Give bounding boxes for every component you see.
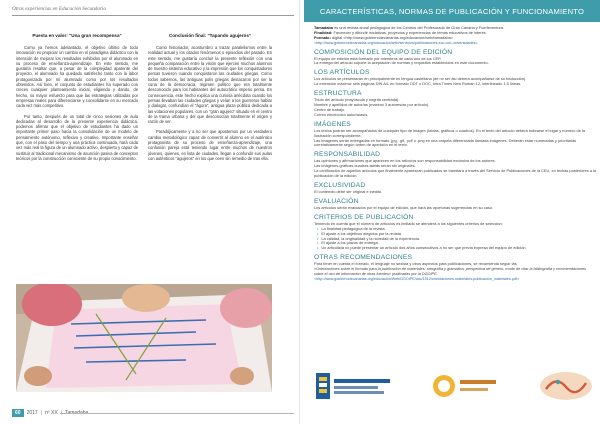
- criteria-intro: Teniendo en cuenta que el número de artículos es limitado se atenderá a los siguientes criterios de selección:: [314, 220, 503, 226]
- recommendation-line: Para tener en cuenta el formato, el lenguaje no sexista y otros aspectos para publicaciones, se recomienda seguir las: [314, 261, 517, 267]
- section-exclusivity: [314, 182, 596, 195]
- intro-line: Formato: digital <http://www.gobiernodecanarias.org/educacion/web/tamadaba>: [314, 34, 454, 40]
- paragraph: Como ya hemos adelantado, el objetivo último de todo innovación es propiciar un cambio en el paradigma didáctico con la intención de mejorar los resultados exhibidos por el alumnado en su proceso de enseñanza-aprendizaje. En este sentido, me gustaría resaltar que, a pesar de la complejidad aparente del proyecto, el alumnado ha quedado satisfecho tanto con la labor protagonizada por mí alumnado como por los resultados obtenidos. Así bien, el conjunto de estudiantes ha superado con creces cualquier planteamiento inicial, eligiendo y dando, de hecho, su mayor esfuerzo para que las estrategias utilizadas por empresas reales para diferenciarse y consolidarse en su mercado cada vez más competitivo.: [16, 45, 138, 109]
- folio-year: 2017: [26, 410, 38, 416]
- section-line: Título del artículo (mayúscula y negrita centrada).: [314, 97, 400, 103]
- section-line: Correo electrónico autor/a/as/s.: [314, 111, 369, 117]
- section-images: [314, 121, 596, 149]
- article-column-1: [16, 33, 138, 166]
- section-title: LOS ARTÍCULOS: [314, 69, 370, 77]
- intro-line: Tamadaba es una revista anual pedagógica de los Centros del Profesorado de Gran Canaria y Fuerteventura.: [314, 25, 505, 30]
- section-line: Las imágenes-gráficas-cuadros-tablas serán sin originales.: [314, 163, 416, 169]
- section-articles: [314, 69, 596, 87]
- list-item: • La calidad, la originalidad y la novedad de la experiencia.: [322, 237, 596, 242]
- footer-rule: [60, 413, 294, 414]
- recommendation-note: «Orientaciones sobre el formato para la publicación de materiales: ortografía y gramática, perspectiva de género, modo de citar la bibliografía y recomendaciones sobre el uso de información de otras fuentes» publicadas por la DGOIPE.: [314, 267, 587, 276]
- intro-link[interactable]: <http://www.gobiernodecanarias.org/educacion/web/servicios/publicaciones-ecc-con-universidades>: [314, 40, 478, 45]
- section-title: RESPONSABILIDAD: [314, 151, 381, 159]
- section-line: El equipo de edición está formado por miembros de cada uno de los CEP.: [314, 55, 442, 61]
- section-line: Los textos podrán ser acompañados de cualquier tipo de imagen (tablas, gráficos o cuadros). En el texto del artículo deberá indicarse el lugar y número de la ilustración correspondiente.: [314, 127, 585, 138]
- classroom-photo: [16, 284, 272, 392]
- magazine-logo: [536, 369, 596, 403]
- education-logo: [430, 369, 500, 403]
- folio-issue: nº XX: [45, 410, 58, 416]
- section-responsibility: [314, 151, 596, 179]
- section-criteria: [314, 214, 596, 251]
- section-title: OTRAS RECOMENDACIONES: [314, 254, 413, 262]
- section-line: El contenido debe ser original e inédito.: [314, 189, 383, 195]
- paragraph: Como historiador, acostumbro a trazar paralelismos entre la realidad actual y los citados fenómenos o episodios del pasado. En este sentido, me gustaría concluir la presente reflexión con una pequeña comparación entre la visión que ejercen muchos alumnos de nuestro sistema educativo y la impresión que los conquistadores persas tuvieron cuando conquistaron las ciudades griegas. Como todos sabemos, las antiguas polis griegas destacaron por ser la cuna de la democracia, régimen político que era totalmente desconocido para los habitantes del autocrático imperio persa. En consecuencia, este hecho explica una curiosa anécdota cuando los persas llevaban las ciudades griegas y veían a los guerreros hablar y dialogar, confundían el "ágora", antigua plaza pública dedicada a las votaciones populares, con un "gran agujero" situado en el centro de la trama urbana y del que desconocían totalmente el origen y razón de ser.: [148, 45, 272, 125]
- list-item: • El ajuste a los plazos de entrega.: [322, 241, 596, 246]
- criteria-list: [314, 227, 596, 252]
- page-folio: 60 2017 | nº XX: [12, 408, 88, 418]
- paragraph: Paradójicamente y a no ser que apostemos por un verdadero cambio metodológico capaz de convertir al alumno en el auténtico protagonista de su proceso de enseñanza-aprendizaje, una confusión pareja está teniendo lugar entre muchos de nuestros jóvenes, quienes, en lista de ciudades, llegan a confundir sus aulas con auténticos "agujeros" en los que ceen sin remedio de tras ella.: [148, 129, 272, 161]
- section-line: La extensión máxima: seis páginas DIN A4, en formato ODT o DOC, letra Times New Roman 12, interlineado 1,5 líneas.: [314, 81, 522, 87]
- list-item: • Un articulista no puede presentar un artículo dos años consecutivos a no ser que previa expresa del equipo de edición.: [322, 246, 596, 251]
- section-line: Centro de trabajo.: [314, 106, 346, 112]
- article-subtitle-1: Puesta en valor: "Una gran recompensa": [32, 33, 122, 38]
- article-column-2: [148, 33, 272, 166]
- section-title: ESTRUCTURA: [314, 90, 362, 98]
- classroom-photo-image: [16, 284, 272, 392]
- list-item: • La finalidad pedagógica de la revista.: [322, 227, 596, 232]
- logo-strip: [314, 366, 596, 406]
- recommendation-link[interactable]: <http://www.gobiernodecanarias.org/educacion/Web/DGOIPE/doc/1012/orientaciones-materiales-publicacion_materiales.pdf>: [314, 276, 520, 281]
- page-number: 60: [12, 409, 24, 417]
- header-rule: [12, 15, 294, 16]
- section-line: La certificación de aquellos artículos que finalmente aparezcan publicados se tramitará a través del Servicio de Publicaciones de la CEU, en fechas posteriores a la publicación de la edición.: [314, 168, 597, 179]
- section-title: EXCLUSIVIDAD: [314, 182, 366, 190]
- section-title: CRITERIOS DE PUBLICACIÓN: [314, 213, 414, 221]
- paragraph: Por tanto, después de un total de cinco sesiones de aula dedicadas al desarrollo de la presente experiencia didáctica, podemos afirmar que el objetivo de estudiantes ha dado un importante primer paso hacia la consolidación de un modelo de pensamiento autónomo, reflexivo y creativo. Importante enseñar que, con el paso del tiempo y una práctica continuada, hará cada vez más real la figura de un alumnado activo, despierto y capaz de sustituir al tradicional mecanismo de asunción pasiva de conceptos teóricos por la construcción consciente de su propio conocimiento.: [16, 113, 138, 161]
- section-line: Nombre y apellidos de autor/as (máximo 3 autores/as por artículo).: [314, 102, 430, 108]
- guidelines-content: [314, 26, 596, 282]
- government-logo: [314, 369, 394, 403]
- right-page: [300, 0, 600, 424]
- section-line: Las imágenes serán entregadas en formato .jpg, .gif, .pdf o .png en una carpeta diferenciada llamada imágenes. Deberán estar numeradas y prioritarias correlativamente según orden de aparición en el texto.: [314, 137, 577, 148]
- section-recommendations: [314, 254, 596, 281]
- section-line: Los artículos serán evaluados por el equipo de edición, que hará las oportunas sugerencias en su caso.: [314, 204, 494, 210]
- section-evaluation: [314, 198, 596, 211]
- section-title: EVALUACIÓN: [314, 197, 359, 205]
- section-line: Los artículos se presentarán en principalmente en lengua castellana (de no ser así deberá acompañarse de su traducción).: [314, 76, 527, 82]
- list-item: • El ajuste a los objetivos elegidos por la revista.: [322, 232, 596, 237]
- section-title: IMÁGENES: [314, 120, 351, 128]
- article-subtitle-2: Conclusión final: "Tapando agujeros": [168, 33, 252, 38]
- section-title: COMPOSICIÓN DEL EQUIPO DE EDICIÓN: [314, 48, 453, 56]
- section-header: Otras experiencias en Educación Secundaria: [12, 6, 106, 12]
- section-structure: [314, 90, 596, 118]
- guidelines-title: CARACTERÍSTICAS, NORMAS DE PUBLICACIÓN Y FUNCIONAMIENTO: [304, 0, 600, 22]
- intro-line: Finalidad: Favorecer y difundir iniciativas, proyectos y experiencias de temas educativos de interés.: [314, 29, 487, 35]
- section-line: Las opiniones y afirmaciones que aparecen en los artículos son responsabilidad exclusiva de los autores.: [314, 158, 496, 164]
- section-composition: [314, 49, 596, 67]
- section-line: La entrega del artículo supone la aceptación de normas y requisitos establecidos en este documento.: [314, 60, 489, 66]
